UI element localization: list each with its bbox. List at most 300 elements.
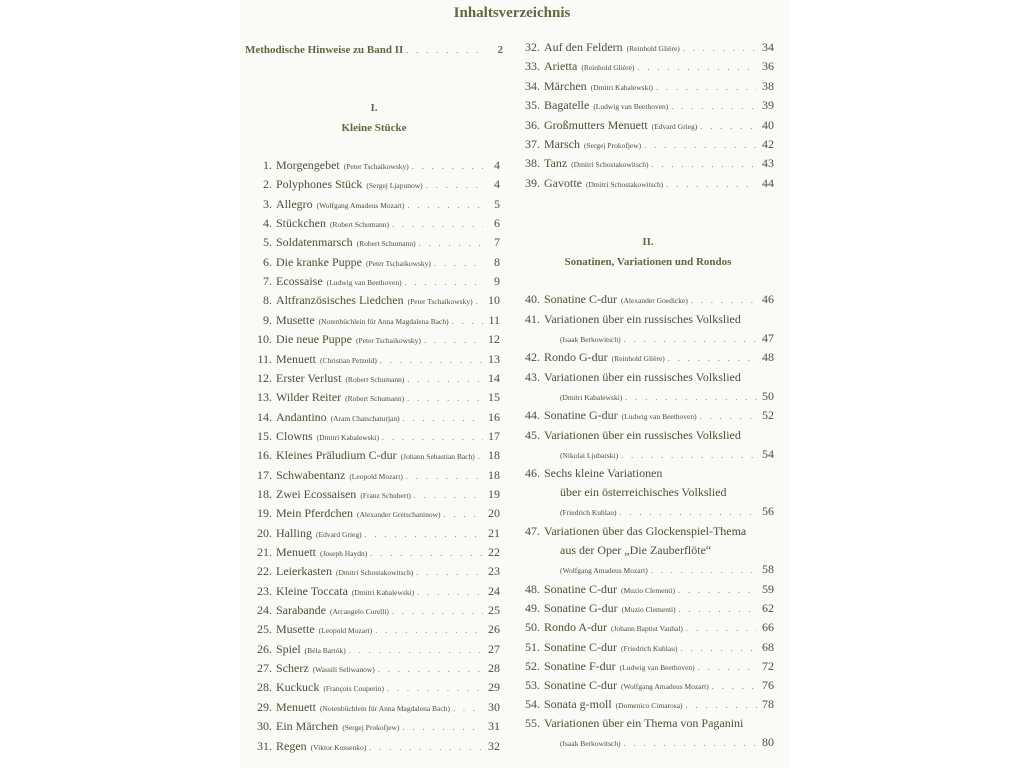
entry-page: 58 [762,562,774,576]
leader-dots [424,336,483,345]
entry-title: Sonatine C-dur [544,582,617,596]
intro-entry [245,44,503,56]
leader-dots [407,375,483,384]
toc-line [254,313,500,332]
leader-dots [405,278,483,287]
entry-page: 20 [488,506,500,521]
entry-title: Musette [276,622,315,637]
entry-number: 8. [263,293,272,308]
entry-number: 39. [525,175,540,190]
entry-page: 8 [494,254,500,269]
leader-dots [369,743,483,752]
entry-number: 28. [257,680,272,695]
section-2-title: Sonatinen, Variationen und Rondos [564,256,732,268]
entry-page: 43 [762,156,774,171]
leader-dots [444,510,484,519]
entry-page: 29 [488,680,500,695]
toc-line [254,661,500,680]
entry-title: Marsch [544,137,580,151]
toc-entry [254,661,500,680]
leader-dots [625,393,757,402]
entry-page: 38 [762,78,774,93]
toc-line [522,292,774,311]
toc-line-continued [522,485,774,504]
toc-entry [254,255,500,274]
entry-composer: (Dmitri Schostakowitsch) [586,179,664,189]
entry-number: 51. [525,640,540,654]
toc-entry [254,332,500,351]
toc-line [522,370,774,389]
entry-title: Leierkasten [276,564,332,579]
entry-number: 46. [525,466,540,480]
entry-page: 7 [494,235,500,250]
entry-composer: (Wolfgang Amadeus Mozart) [316,200,405,210]
entry-composer: (Wolfgang Amadeus Mozart) [560,566,648,575]
entry-title: Auf den Feldern [544,40,623,54]
entry-title: Andantino [276,409,327,424]
entry-title: Kleines Präludium C-dur [276,448,397,463]
toc-line [522,659,774,678]
entry-title: Tanz [544,156,568,171]
entry-composer: (Dmitri Schostakowitsch) [335,568,414,578]
entry-number: 32. [525,40,540,54]
entry-title: Kuckuck [276,680,320,695]
toc-entry [522,292,774,311]
leader-dots [403,414,483,423]
entry-page: 59 [762,582,774,596]
entry-page: 46 [762,292,774,306]
toc-line [522,716,774,735]
toc-entry [522,350,774,369]
toc-line [522,601,774,620]
entry-title: Variationen über ein russisches Volkslied [544,370,741,384]
toc-line [254,700,500,719]
toc-entry [522,312,774,350]
entry-title: Menuett [276,699,316,714]
toc-entry [254,197,500,216]
section-1-title: Kleine Stücke [341,122,407,134]
toc-line [254,680,500,699]
entry-composer: (Arcangelo Corelli) [329,607,389,617]
toc-line [522,524,774,543]
entry-composer: (Joseph Haydn) [320,549,368,558]
leader-dots [414,491,483,500]
entry-composer: (Wassili Seliwanow) [312,665,375,675]
toc-entry [254,410,500,429]
entry-title: Variationen über das Glockenspiel-Thema [544,524,747,538]
entry-number: 33. [525,59,540,74]
entry-title: Die kranke Puppe [276,254,362,269]
toc-line [254,448,500,467]
entry-page: 34 [762,40,774,54]
entry-page: 5 [494,196,500,211]
entry-page: 13 [488,351,500,366]
entry-composer: (Dmitri Kabalewski) [560,393,623,402]
entry-title: Variationen über ein russisches Volkslied [544,428,741,442]
leader-dots [624,335,757,344]
leader-dots [624,739,757,748]
entry-page: 40 [762,117,774,132]
toc-entry [254,506,500,525]
entry-page: 52 [762,408,774,422]
entry-page: 26 [488,622,500,637]
entry-number: 21. [257,545,272,559]
toc-line-composer [522,389,774,408]
entry-title: Sonatine F-dur [544,659,616,673]
entry-page: 21 [488,525,500,540]
entry-title: Soldatenmarsch [276,235,353,250]
entry-number: 25. [257,622,272,637]
toc-line [254,429,500,448]
entry-number: 48. [525,582,540,596]
entry-title: Ecossaise [276,274,323,289]
entry-title: Clowns [276,428,313,443]
entry-number: 19. [257,506,272,521]
toc-line [254,371,500,390]
entry-page: 15 [488,390,500,405]
entry-composer: (Nikolai Ljubarski) [560,451,619,460]
toc-entry [254,313,500,332]
toc-line [522,620,774,639]
entry-page: 25 [488,603,500,618]
toc-entry [522,640,774,659]
toc-line [254,603,500,622]
toc-entry [254,235,500,254]
entry-page: 32 [488,738,500,753]
toc-entry [522,620,774,639]
toc-line [254,545,500,564]
leader-dots [392,220,483,229]
toc-line [254,293,500,312]
entry-title: Halling [276,525,312,540]
leader-dots [407,394,483,403]
toc-line [254,332,500,351]
entry-composer: (Aram Chatschaturjan) [330,413,400,423]
entry-number: 22. [257,564,272,579]
entry-number: 53. [525,678,540,692]
entry-number: 9. [263,312,272,327]
entry-composer: (Reinhold Glière) [626,44,680,53]
entry-title: Sonatine C-dur [544,292,617,306]
toc-line-composer [522,735,774,754]
entry-number: 29. [257,699,272,714]
toc-entry [254,371,500,390]
toc-right-column-part2 [522,0,774,768]
entry-composer: (Dmitri Kabalewski) [590,82,653,92]
entry-composer: (Johann Sebastian Bach) [400,452,475,462]
toc-line [254,177,500,196]
entry-number: 42. [525,350,540,364]
entry-title: Musette [276,312,315,327]
entry-page: 50 [762,389,774,403]
entry-number: 37. [525,137,540,151]
entry-composer: (Muzio Clementi) [621,605,676,614]
entry-composer: (Peter Tschaikowsky) [407,297,473,307]
entry-number: 44. [525,408,540,422]
entry-title: Ein Märchen [276,719,339,734]
entry-composer: (Ludwig van Beethoven) [621,412,697,421]
entry-page: 36 [762,59,774,74]
entry-page: 42 [762,137,774,151]
entry-number: 6. [263,254,272,269]
leader-dots [619,508,757,517]
leader-dots [407,201,483,210]
leader-dots [419,239,483,248]
entry-page: 54 [762,447,774,461]
entry-number: 10. [257,332,272,347]
leader-dots [434,259,483,268]
intro-label: Methodische Hinweise zu Band II [245,44,404,56]
toc-line [522,582,774,601]
toc-entry [522,697,774,716]
entry-number: 18. [257,486,272,501]
entry-composer: (Edvard Grieg) [651,121,698,131]
leader-dots [621,451,757,460]
toc-line [254,235,500,254]
entry-title: Die neue Puppe [276,332,352,347]
toc-line [254,564,500,583]
leader-dots [426,181,483,190]
entry-page: 4 [494,177,500,192]
entry-title: Scherz [276,661,309,676]
entry-composer: (Robert Schumann) [345,394,405,404]
toc-line [522,640,774,659]
entry-composer: (Béla Bartók) [304,645,346,655]
entry-page: 6 [494,216,500,231]
entry-title: Märchen [544,78,587,93]
entry-page: 48 [762,350,774,364]
entry-page: 66 [762,620,774,634]
entry-title: Bagatelle [544,98,590,113]
entry-title: Rondo G-dur [544,350,608,364]
entry-number: 11. [257,351,272,366]
entry-number: 31. [257,738,272,753]
entry-number: 36. [525,117,540,132]
entry-page: 44 [762,175,774,190]
entry-composer: (Wolfgang Amadeus Mozart) [621,682,709,691]
entry-number: 20. [257,525,272,540]
entry-title: Schwabentanz [276,467,346,482]
toc-line [254,584,500,603]
toc-line [522,408,774,427]
toc-entry [254,700,500,719]
entry-number: 5. [263,235,272,250]
entry-title-continued: aus der Oper „Die Zauberflöte“ [560,543,712,557]
entry-composer: (Leopold Mozart) [318,626,373,636]
toc-line [254,216,500,235]
entry-page: 72 [762,659,774,673]
toc-entry [254,487,500,506]
entry-number: 35. [525,98,540,113]
toc-line [254,468,500,487]
entry-composer: (Sergej Prokofjew) [342,723,400,733]
toc-entry [254,622,500,641]
entry-composer: (Reinhold Glière) [611,354,665,363]
entry-composer: (Sergej Ljapunow) [366,181,423,191]
leader-dots [382,433,483,442]
intro-page: 2 [497,44,503,56]
entry-title: Großmutters Menuett [544,117,648,132]
toc-entry [254,293,500,312]
toc-entry [254,352,500,371]
toc-line-composer [522,504,774,523]
entry-title: Erster Verlust [276,370,342,385]
entry-composer: (Isaak Berkowitsch) [560,739,621,748]
entry-page: 11 [488,312,500,327]
entry-composer: (Peter Tschaikowsky) [343,162,409,171]
entry-composer: (Viktor Kossenko) [310,742,367,752]
entry-composer: (Franz Schubert) [360,490,411,500]
toc-entry [522,428,774,466]
entry-number: 16. [257,448,272,463]
toc-entry [522,716,774,754]
entry-page: 62 [762,601,774,615]
entry-composer: (Ludwig van Beethoven) [593,102,669,112]
entry-number: 26. [257,641,272,656]
leader-dots [365,530,483,539]
entry-composer: (Friedrich Kuhlau) [621,644,678,653]
entry-composer: (Ludwig van Beethoven) [326,278,402,288]
entry-title: Variationen über ein russisches Volkslied [544,312,741,326]
entry-title: Polyphones Stück [276,177,363,192]
entry-page: 4 [494,158,500,172]
toc-entry [254,584,500,603]
entry-page: 17 [488,428,500,443]
entry-page: 18 [488,467,500,482]
entry-title: Sechs kleine Variationen [544,466,663,480]
entry-number: 27. [257,661,272,676]
entry-title: Sonatine C-dur [544,640,617,654]
entry-page: 10 [488,293,500,308]
leader-dots [712,682,757,691]
toc-entry [254,468,500,487]
toc-line [254,274,500,293]
entry-composer: (Notenbüchlein für Anna Magdalena Bach) [318,316,449,326]
leader-dots [686,701,757,710]
entry-title: Sonatine G-dur [544,408,618,422]
leader-dots [668,354,757,363]
entry-title: Wilder Reiter [276,390,342,405]
leader-dots [651,566,757,575]
entry-page: 47 [762,331,774,345]
entry-composer: (Peter Tschaikowsky) [355,336,421,346]
leader-dots [678,586,757,595]
entry-number: 55. [525,716,540,730]
toc-entry [254,719,500,738]
entry-number: 34. [525,78,540,93]
toc-line [522,697,774,716]
toc-line [522,678,774,697]
toc-entry [522,370,774,408]
toc-line [254,255,500,274]
entry-title: Altfranzösisches Liedchen [276,293,404,308]
entry-title: Variationen über ein Thema von Paganini [544,716,744,730]
leader-dots [370,549,483,558]
toc-line [254,526,500,545]
toc-line [254,487,500,506]
entry-title: Menuett [276,351,316,366]
entry-page: 19 [488,486,500,501]
entry-title: Gavotte [544,175,582,190]
entry-number: 3. [263,196,272,211]
entry-composer: (Peter Tschaikowsky) [365,258,431,268]
toc-entry [254,739,500,758]
leader-dots [679,605,757,614]
leader-dots [416,568,483,577]
entry-page: 22 [488,545,500,559]
leader-dots [412,162,483,171]
toc-line [254,506,500,525]
entry-title: Sonatine C-dur [544,678,617,692]
entry-number: 54. [525,697,540,711]
entry-composer: (Sergej Prokofjew) [584,141,642,150]
leader-dots [380,356,483,365]
entry-composer: (François Couperin) [323,684,384,694]
toc-entry [254,177,500,196]
entry-number: 40. [525,292,540,306]
entry-page: 39 [762,98,774,113]
toc-entry [254,429,500,448]
leader-dots [478,452,483,461]
toc-entry [254,526,500,545]
toc-entry [254,545,500,564]
entry-number: 43. [525,370,540,384]
toc-entry [254,642,500,661]
toc-entry [254,564,500,583]
toc-entry [254,390,500,409]
entry-title: Zwei Ecossaisen [276,486,357,501]
entry-number: 41. [525,312,540,326]
toc-line [254,410,500,429]
entry-page: 80 [762,735,774,749]
entry-composer: (Isaak Berkowitsch) [560,335,621,344]
toc-line-composer [522,562,774,581]
entry-page: 56 [762,504,774,518]
entry-title: Kleine Toccata [276,583,348,598]
entry-number: 47. [525,524,540,538]
entry-number: 1. [263,158,272,172]
section-2-roman: II. [642,236,654,248]
toc-line [254,719,500,738]
entry-composer: (Alexander Goedicke) [621,296,688,305]
entry-number: 50. [525,620,540,634]
toc-entry [522,466,774,523]
toc-entry [254,448,500,467]
toc-line [254,352,500,371]
entry-page: 28 [488,661,500,676]
entry-number: 24. [257,603,272,618]
toc-line-composer [522,331,774,350]
entry-page: 76 [762,678,774,692]
entry-page: 24 [488,583,500,598]
entry-number: 4. [263,216,272,231]
entry-page: 9 [494,274,500,289]
entry-number: 13. [257,390,272,405]
leader-dots [387,684,483,693]
entry-title: Menuett [276,545,316,559]
leader-dots [378,665,483,674]
leader-dots [406,472,483,481]
entry-title: Sonata g-moll [544,697,612,711]
entry-number: 12. [257,370,272,385]
leader-dots [452,317,483,326]
entry-page: 31 [488,719,500,734]
toc-line [254,642,500,661]
toc-entry [522,678,774,697]
entry-page: 18 [488,448,500,463]
toc-entry [254,680,500,699]
toc-entry [522,408,774,427]
